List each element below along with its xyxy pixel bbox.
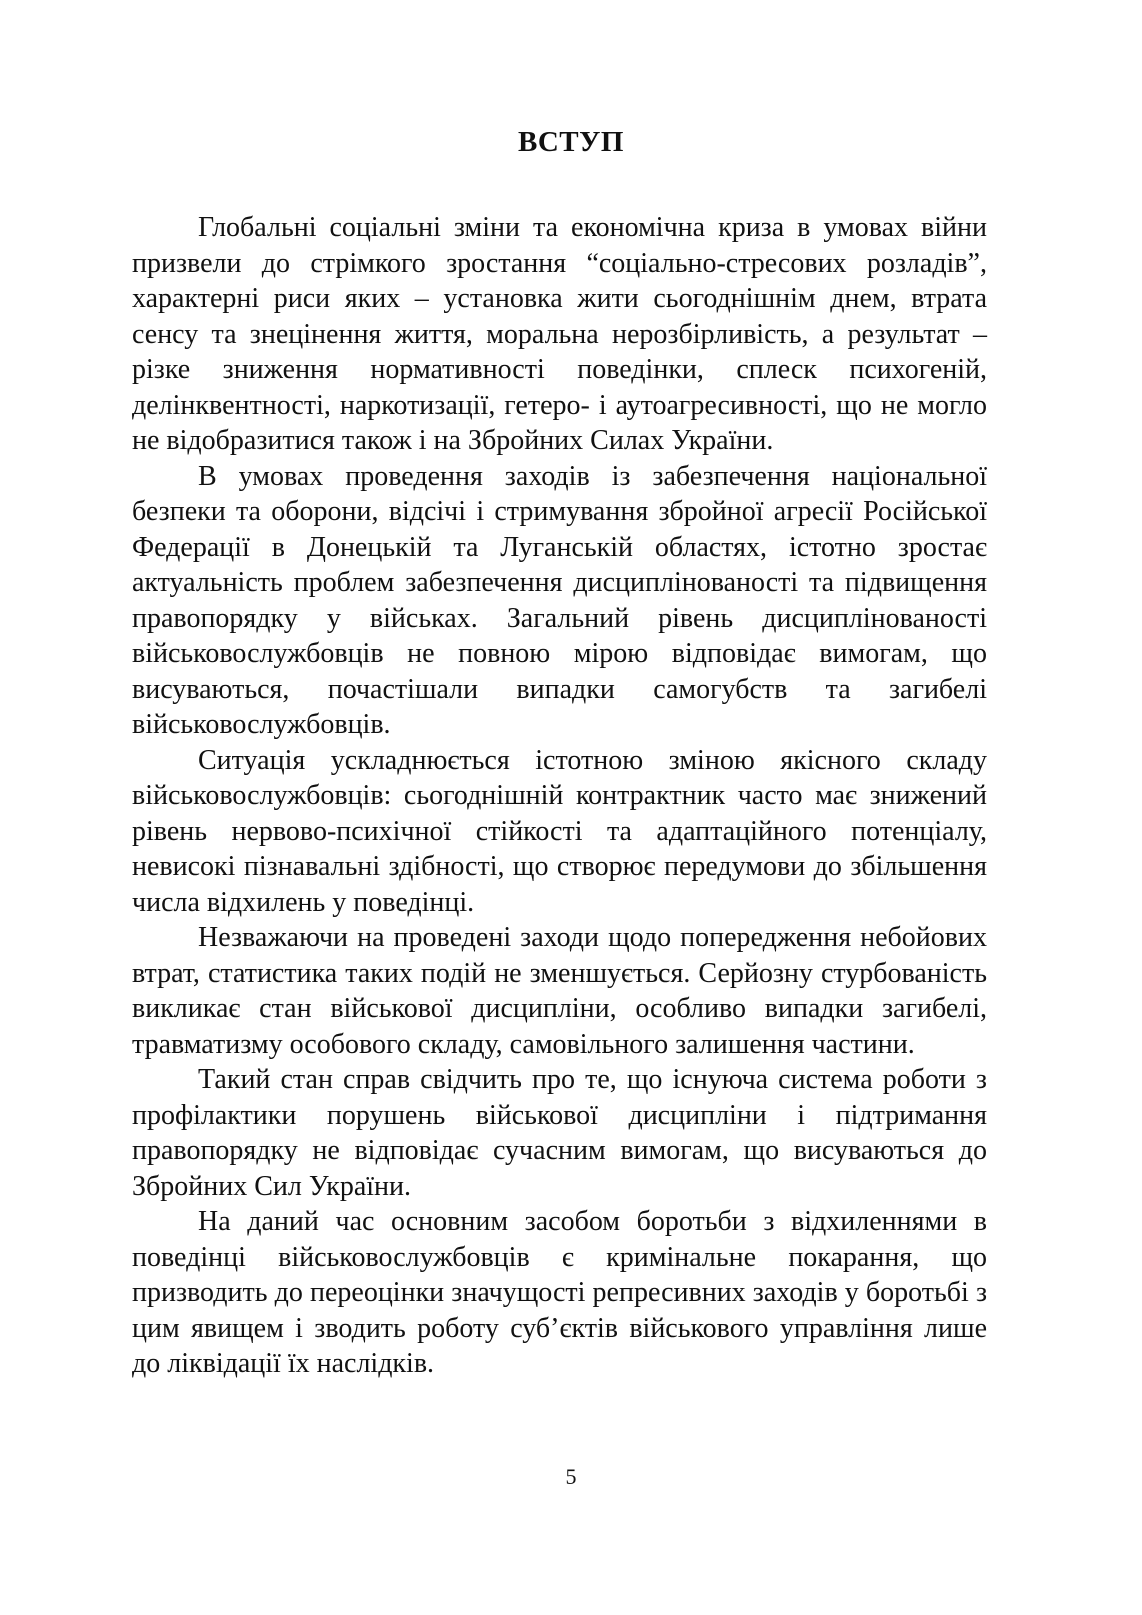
body-text: [132, 210, 987, 1382]
paragraph-3: Ситуація ускладнюється істотною зміною якісного складу військовослужбовців: сьогоднішній контрактник часто має знижений рівень нервово-психічної стійкості та адаптаційного потенціалу, невисокі пізнавальні здібності, що створює передумови до збільшення числа відхилень у поведінці.: [132, 744, 987, 918]
page-title: ВСТУП: [518, 126, 624, 158]
paragraph-5: Такий стан справ свідчить про те, що існуюча система роботи з профілактики порушень військової дисципліни і підтримання правопорядку не відповідає сучасним вимогам, що висуваються до Збройних Сил України.: [132, 1064, 987, 1202]
paragraph-1: Глобальні соціальні зміни та економічна криза в умовах війни призвели до стрімкого зростання “соціально-стресових розладів”, характерні риси яких – установка жити сьогоднішнім днем, втрата сенсу та знецінення життя, моральна нерозбірливість, а результат – різке зниження нормативності поведінки, сплеск психогеній, делінквентності, наркотизації, гетеро- і аутоагресивності, що не могло не відобразитися також і на Збройних Силах України.: [132, 212, 987, 456]
page-number: 5: [565, 1464, 577, 1489]
paragraph-2: В умовах проведення заходів із забезпечення національної безпеки та оборони, відсічі і стримування збройної агресії Російської Федерації в Донецькій та Луганській областях, істотно зростає актуальність проблем забезпечення дисциплінованості та підвищення правопорядку у військах. Загальний рівень дисциплінованості військовослужбовців не повною мірою відповідає вимогам, що висуваються, почастішали випадки самогубств та загибелі військовослужбовців.: [132, 460, 987, 740]
paragraph-6: На даний час основним засобом боротьби з відхиленнями в поведінці військовослужбовців є кримінальне покарання, що призводить до переоцінки значущості репресивних заходів у боротьбі з цим явищем і зводить роботу суб’єктів військового управління лише до ліквідації їх наслідків.: [132, 1206, 987, 1379]
paragraph-4: Незважаючи на проведені заходи щодо попередження небойових втрат, статистика таких подій не зменшується. Серйозну стурбованість викликає стан військової дисципліни, особливо випадки загибелі, травматизму особового складу, самовільного залишення частини.: [132, 922, 987, 1060]
